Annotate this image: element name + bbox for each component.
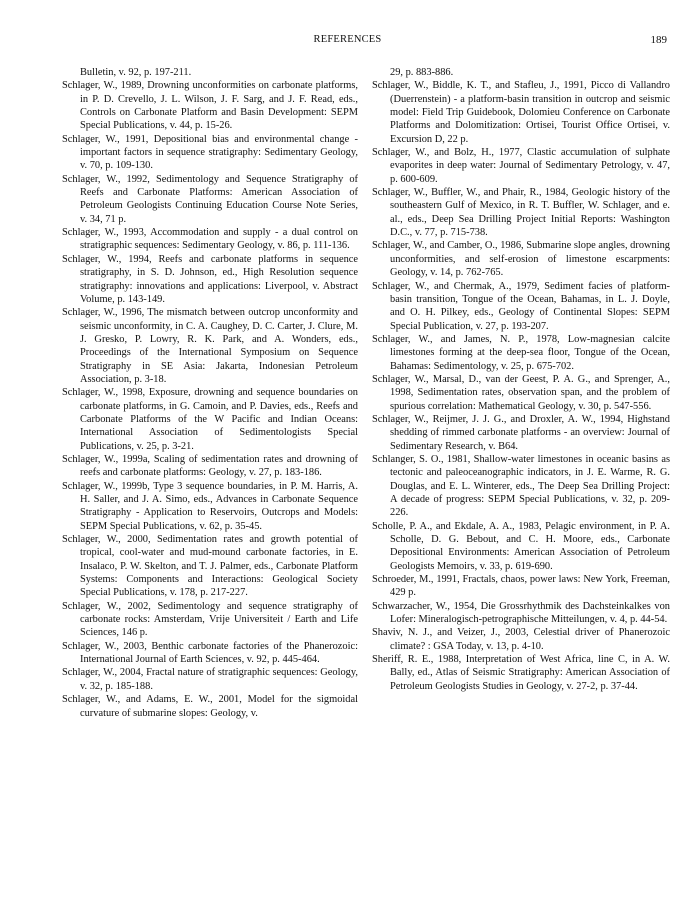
page-header (0, 34, 695, 50)
reference-entry: Schlager, W., 1996, The mismatch between outcrop unconformity and seismic unconformity, in C. A. Caughey, D. C. Carter, J. Clure, M. J. Gresko, P. Lowry, R. K. Park, and A. Wonders, eds., Proceedings of the International Symposium on Sequence Stratigraphy in SE Asia: Jakarta, Indonesian Petroleum Association, p. 3-18. (62, 307, 358, 385)
reference-entry: Schlager, W., 1991, Depositional bias and environmental change - important factors in sequence stratigraphy: Sedimentary Geology, v. 70, p. 109-130. (62, 133, 358, 172)
page-number: 189 (650, 34, 667, 46)
reference-entry: Schlager, W., Marsal, D., van der Geest, P. A. G., and Sprenger, A., 1998, Sedimentation rates, observation span, and the problem of spurious correlation: Mathematical Geology, v. 30, p. 547-556. (372, 373, 670, 412)
reference-entry: Schlager, W., and Camber, O., 1986, Submarine slope angles, drowning unconformities, and self-erosion of limestone escarpments: Geology, v. 14, p. 762-765. (372, 240, 670, 279)
reference-entry: Schlager, W., 2004, Fractal nature of stratigraphic sequences: Geology, v. 32, p. 185-188. (62, 667, 358, 692)
reference-entry: Schlager, W., 1992, Sedimentology and Sequence Stratigraphy of Reefs and Carbonate Platforms: American Association of Petroleum Geologists Continuing Education Course Note Series, v. 34, 71 p. (62, 173, 358, 225)
reference-entry: Schlager, W., and James, N. P., 1978, Low-magnesian calcite limestones forming at the deep-sea floor, Tongue of the Ocean, Bahamas: Sedimentology, v. 25, p. 675-702. (372, 333, 670, 372)
reference-entry: Shaviv, N. J., and Veizer, J., 2003, Celestial driver of Phanerozoic climate? : GSA Today, v. 13, p. 4-10. (372, 627, 670, 652)
reference-entry: Schlager, W., 1999a, Scaling of sedimentation rates and drowning of reefs and carbonate platforms: Geology, v. 27, p. 183-186. (62, 453, 358, 479)
reference-entry: Schlager, W., 2003, Benthic carbonate factories of the Phanerozoic: International Journal of Earth Sciences, v. 92, p. 445-464. (62, 640, 358, 666)
reference-entry: Bulletin, v. 92, p. 197-211. (80, 67, 192, 78)
reference-entry: Schlager, W., 1989, Drowning unconformities on carbonate platforms, in P. D. Crevello, J. L. Wilson, J. F. Sarg, and J. F. Read, eds., Controls on Carbonate Platform and Basin Development: SEPM Special Publications, v. 44, p. 15-26. (62, 80, 358, 132)
reference-entry: Schlager, W., Biddle, K. T., and Stafleu, J., 1991, Picco di Vallandro (Duerrenstein) - a platform-basin transition in outcrop and seismic model: Field Trip Guidebook, Dolomieu Conference on Carbonate Platforms and Dolomitization: Ortisei, Tourist Office Ortisei, v. Excursion D, 22 p. (372, 80, 670, 145)
reference-entry: Schlager, W., and Bolz, H., 1977, Clastic accumulation of sulphate evaporites in deep water: Journal of Sedimentary Petrology, v. 47, p. 600-609. (372, 147, 670, 185)
reference-entry: Schlager, W., Buffler, W., and Phair, R., 1984, Geologic history of the southeastern Gulf of Mexico, in R. T. Buffler, W. Schlager, and e. al., eds., Deep Sea Drilling Project Initial Reports: Washington D.C., v. 77, p. 715-738. (372, 187, 670, 239)
reference-entry: Schlager, W., 1998, Exposure, drowning and sequence boundaries on carbonate platforms, in G. Camoin, and P. Davies, eds., Reefs and Carbonate Platforms of the W Pacific and Indian Oceans: International Association of Sedimentologists Special Publications, v. 25, p. 3-21. (62, 387, 358, 452)
reference-entry: Schlager, W., Reijmer, J. J. G., and Droxler, A. W., 1994, Highstand shedding of rimmed carbonate platforms - an overview: Journal of Sedimentary Research, v. B64. (372, 413, 670, 452)
reference-entry: Schroeder, M., 1991, Fractals, chaos, power laws: New York, Freeman, 429 p. (372, 574, 670, 599)
reference-entry: Schlager, W., and Adams, E. W., 2001, Model for the sigmoidal curvature of submarine slopes: Geology, v. (62, 694, 358, 719)
running-title: REFERENCES (313, 34, 382, 45)
reference-entry: Scholle, P. A., and Ekdale, A. A., 1983, Pelagic environment, in P. A. Scholle, D. G. Bebout, and C. H. Moore, eds., Carbonate Depositional Environments: American Association of Petroleum Geologists Memoirs, v. 33, p. 619-690. (372, 520, 670, 572)
reference-entry: Schlager, W., 2002, Sedimentology and sequence stratigraphy of carbonate rocks: Amsterdam, Vrije Universiteit / Earth and Life Sciences, 146 p. (62, 600, 358, 639)
references-left-column (62, 66, 358, 720)
reference-entry: Sheriff, R. E., 1988, Interpretation of West Africa, line C, in A. W. Bally, ed., Atlas of Seismic Stratigraphy: American Association of Petroleum Geologists Studies in Geology, v. 27-2, p. 37-44. (372, 654, 670, 692)
reference-entry: Schlager, W., and Chermak, A., 1979, Sediment facies of platform-basin transition, Tongue of the Ocean, Bahamas, in L. J. Doyle, and O. H. Pilkey, eds., Geology of Continental Slopes: SEPM Special Publication, v. 27, p. 193-207. (372, 280, 670, 332)
reference-entry: Schlager, W., 1993, Accommodation and supply - a dual control on stratigraphic sequences: Sedimentary Geology, v. 86, p. 111-136. (62, 227, 358, 252)
reference-entry: 29, p. 883-886. (390, 67, 454, 78)
reference-entry: Schlager, W., 1999b, Type 3 sequence boundaries, in P. M. Harris, A. H. Saller, and J. A. Simo, eds., Advances in Carbonate Sequence Stratigraphy - Application to Reservoirs, Outcrops and Models: SEPM Special Publications, v. 62, p. 35-45. (62, 480, 358, 532)
reference-entry: Schlager, W., 2000, Sedimentation rates and growth potential of tropical, cool-water and mud-mound carbonate factories, in E. Insalaco, P. W. Skelton, and T. J. Palmer, eds., Carbonate Platform Systems: Components and Interactions: Geological Society Special Publications, v. 178, p. 217-227. (62, 534, 358, 599)
reference-entry: Schlager, W., 1994, Reefs and carbonate platforms in sequence stratigraphy, in S. D. Johnson, ed., High Resolution sequence stratigraphy: innovations and applications: Liverpool, v. Abstract Volume, p. 143-149. (62, 253, 358, 305)
reference-entry: Schwarzacher, W., 1954, Die Grossrhythmik des Dachsteinkalkes von Lofer: Mineralogisch-petrographische Mitteilungen, v. 4, p. 44-54. (372, 600, 670, 626)
references-right-column (372, 66, 670, 693)
reference-entry: Schlanger, S. O., 1981, Shallow-water limestones in oceanic basins as tectonic and paleoceanographic indicators, in J. E. Warme, R. G. Douglas, and E. L. Winterer, eds., The Deep Sea Drilling Project: A decade of progress: SEPM Special Publications, v. 32, p. 209-226. (372, 453, 670, 519)
